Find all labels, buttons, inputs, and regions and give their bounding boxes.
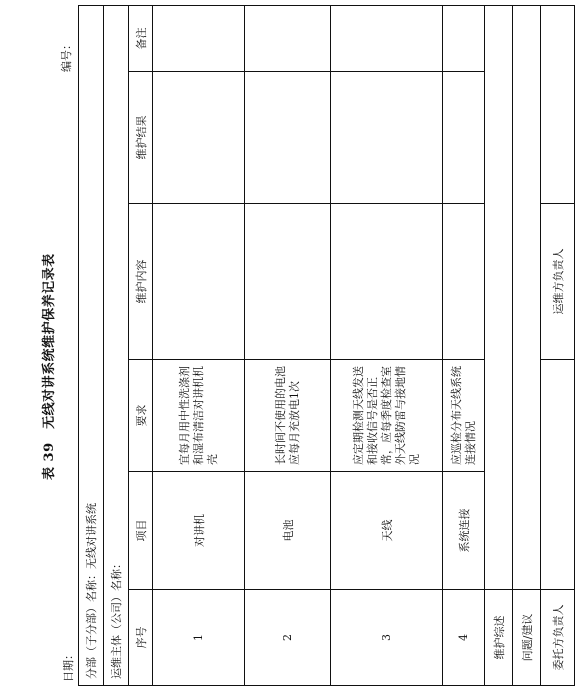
row-no: 1 xyxy=(153,590,245,686)
row-requirement: 长时间不使用的电池应每月充放电1次 xyxy=(245,360,331,472)
suggestion-row xyxy=(513,6,541,686)
row-item: 天线 xyxy=(331,472,443,590)
header-remark: 备注 xyxy=(129,6,153,72)
row-remark-cell[interactable] xyxy=(153,6,245,72)
row-item: 电池 xyxy=(245,472,331,590)
header-requirement: 要求 xyxy=(129,360,153,472)
ops-person-label: 运维方负责人 xyxy=(541,204,575,360)
table-row xyxy=(331,6,443,686)
ops-company-cell: 运维主体（公司）名称： xyxy=(104,6,129,686)
row-no: 4 xyxy=(443,590,485,686)
header-no: 序号 xyxy=(129,590,153,686)
subsection-row xyxy=(79,6,104,686)
row-remark-cell[interactable] xyxy=(443,6,485,72)
suggestion-label: 问题/建议 xyxy=(513,590,541,686)
row-remark-cell[interactable] xyxy=(245,6,331,72)
row-content-cell[interactable] xyxy=(153,204,245,360)
row-requirement: 应定期检测天线发送和接收信号是否正常，应每季度检查室外天线防雷与接地情况 xyxy=(331,360,443,472)
table-row xyxy=(153,6,245,686)
row-result-cell[interactable] xyxy=(443,72,485,204)
row-item: 系统连接 xyxy=(443,472,485,590)
row-result-cell[interactable] xyxy=(245,72,331,204)
summary-label: 维护综述 xyxy=(485,590,513,686)
client-person-cell[interactable] xyxy=(541,360,575,590)
header-result: 维护结果 xyxy=(129,72,153,204)
client-person-label: 委托方负责人 xyxy=(541,590,575,686)
row-no: 3 xyxy=(331,590,443,686)
row-content-cell[interactable] xyxy=(443,204,485,360)
row-requirement: 宜每月用中性洗涤剂和湿布清洁对讲机机壳 xyxy=(153,360,245,472)
ops-company-row xyxy=(104,6,129,686)
form-number-label: 编号： xyxy=(60,39,73,72)
header-item: 项目 xyxy=(129,472,153,590)
subsection-cell: 分部（子分部）名称：无线对讲系统 xyxy=(79,6,104,686)
row-content-cell[interactable] xyxy=(331,204,443,360)
row-no: 2 xyxy=(245,590,331,686)
row-remark-cell[interactable] xyxy=(331,6,443,72)
form-title: 表 39 无线对讲系统维护保养记录表 xyxy=(42,253,57,480)
header-content: 维护内容 xyxy=(129,204,153,360)
header-row xyxy=(129,6,153,686)
row-requirement: 应巡检分布天线系统连接情况 xyxy=(443,360,485,472)
summary-cell[interactable] xyxy=(485,6,513,590)
row-result-cell[interactable] xyxy=(153,72,245,204)
maintenance-record-table xyxy=(78,5,575,686)
suggestion-cell[interactable] xyxy=(513,6,541,590)
row-content-cell[interactable] xyxy=(245,204,331,360)
signature-row xyxy=(541,6,575,686)
row-item: 对讲机 xyxy=(153,472,245,590)
ops-person-cell[interactable] xyxy=(541,6,575,204)
table-row xyxy=(245,6,331,686)
row-result-cell[interactable] xyxy=(331,72,443,204)
table-row xyxy=(443,6,485,686)
summary-row xyxy=(485,6,513,686)
date-label: 日期： xyxy=(62,649,75,682)
